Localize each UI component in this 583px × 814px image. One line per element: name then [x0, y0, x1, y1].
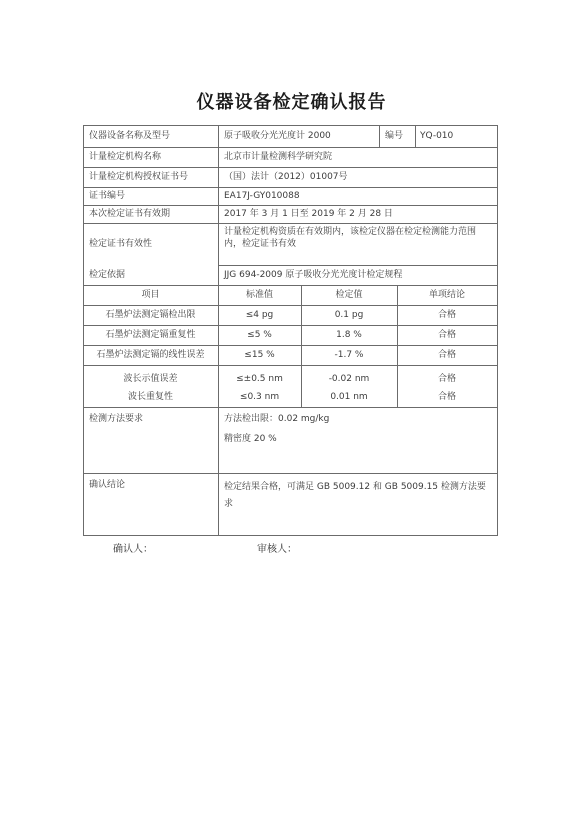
- row-line: [218, 265, 498, 266]
- row3-measured: -1.7 %: [334, 350, 364, 360]
- number-value: YQ-010: [420, 131, 454, 141]
- row5-standard: ≤0.3 nm: [239, 392, 280, 402]
- row2-conclusion: 合格: [437, 330, 456, 340]
- row4-conclusion: 合格: [437, 374, 456, 384]
- row4-measured: -0.02 nm: [328, 374, 370, 384]
- row-line: [83, 473, 498, 474]
- report-form: [83, 125, 498, 535]
- row-line: [83, 285, 498, 286]
- row-line: [83, 205, 498, 206]
- header-item: 项目: [141, 290, 160, 300]
- cert-label: 证书编号: [89, 191, 126, 201]
- row1-standard: ≤4 pg: [245, 310, 274, 320]
- row1-item: 石墨炉法测定镉检出限: [105, 310, 196, 320]
- row4-standard: ≤±0.5 nm: [236, 374, 283, 384]
- agency-label: 计量检定机构名称: [89, 152, 162, 162]
- row-line: [83, 407, 498, 408]
- row-line: [83, 305, 498, 306]
- row3-standard: ≤15 %: [244, 350, 275, 360]
- review-signature-label: 审核人：: [257, 544, 297, 555]
- divider-table-col1: [218, 285, 219, 407]
- row3-item: 石墨炉法测定镉的线性误差: [96, 350, 205, 360]
- row-line: [83, 167, 498, 168]
- row-line: [83, 325, 498, 326]
- requirements-line1: 方法检出限：0.02 mg/kg: [224, 414, 330, 424]
- row-line: [83, 535, 498, 536]
- basis-label: 检定证书有效性: [89, 239, 153, 249]
- row1-measured: 0.1 pg: [334, 310, 364, 320]
- row3-conclusion: 合格: [437, 350, 456, 360]
- divider-table-col2: [301, 285, 302, 407]
- auth-value: （国）法计（2012）01007号: [224, 172, 348, 182]
- header-conclusion: 单项结论: [428, 290, 465, 300]
- instrument-label: 仪器设备名称及型号: [89, 131, 171, 141]
- divider-bottom-col: [218, 407, 219, 535]
- number-label: 编号: [385, 131, 404, 141]
- row5-conclusion: 合格: [437, 392, 456, 402]
- row1-conclusion: 合格: [437, 310, 456, 320]
- cert-value: EA17J-GY010088: [224, 191, 300, 201]
- conclusion-label: 确认结论: [89, 480, 126, 490]
- requirements-line2: 精密度 20 %: [224, 434, 277, 444]
- validity-value: 2017 年 3 月 1 日至 2019 年 2 月 28 日: [224, 209, 393, 219]
- row5-measured: 0.01 nm: [330, 392, 368, 402]
- auth-label: 计量检定机构授权证书号: [89, 172, 189, 182]
- row4-item: 波长示值误差: [123, 374, 178, 384]
- row2-measured: 1.8 %: [336, 330, 362, 340]
- instrument-value: 原子吸收分光光度计 2000: [224, 131, 331, 141]
- divider-number-label: [379, 125, 380, 147]
- row2-standard: ≤5 %: [247, 330, 272, 340]
- row-line: [83, 345, 498, 346]
- confirm-signature-label: 确认人：: [113, 544, 153, 555]
- agency-value: 北京市计量检测科学研究院: [224, 152, 333, 162]
- page-title: 仪器设备检定确认报告: [196, 92, 387, 113]
- procedure-value: JJG 694-2009 原子吸收分光光度计检定规程: [224, 270, 403, 280]
- requirements-label: 检测方法要求: [89, 414, 144, 424]
- divider-table-col3: [397, 285, 398, 407]
- row-line: [83, 125, 498, 126]
- validity-label: 本次检定证书有效期: [89, 209, 171, 219]
- procedure-label: 检定依据: [89, 270, 126, 280]
- row-line: [83, 147, 498, 148]
- conclusion-value: 检定结果合格，可满足 GB 5009.12 和 GB 5009.15 检测方法要求: [224, 482, 486, 509]
- divider-number-value: [415, 125, 416, 147]
- header-standard: 标准值: [245, 290, 273, 300]
- row2-item: 石墨炉法测定镉重复性: [105, 330, 196, 340]
- row-line: [83, 187, 498, 188]
- row-line: [83, 223, 498, 224]
- basis-value: 计量检定机构资质在有效期内，该检定仪器在检定检测能力范围内，检定证书有效: [224, 227, 477, 249]
- row-line: [83, 365, 498, 366]
- header-measured: 检定值: [335, 290, 363, 300]
- row5-item: 波长重复性: [127, 392, 173, 402]
